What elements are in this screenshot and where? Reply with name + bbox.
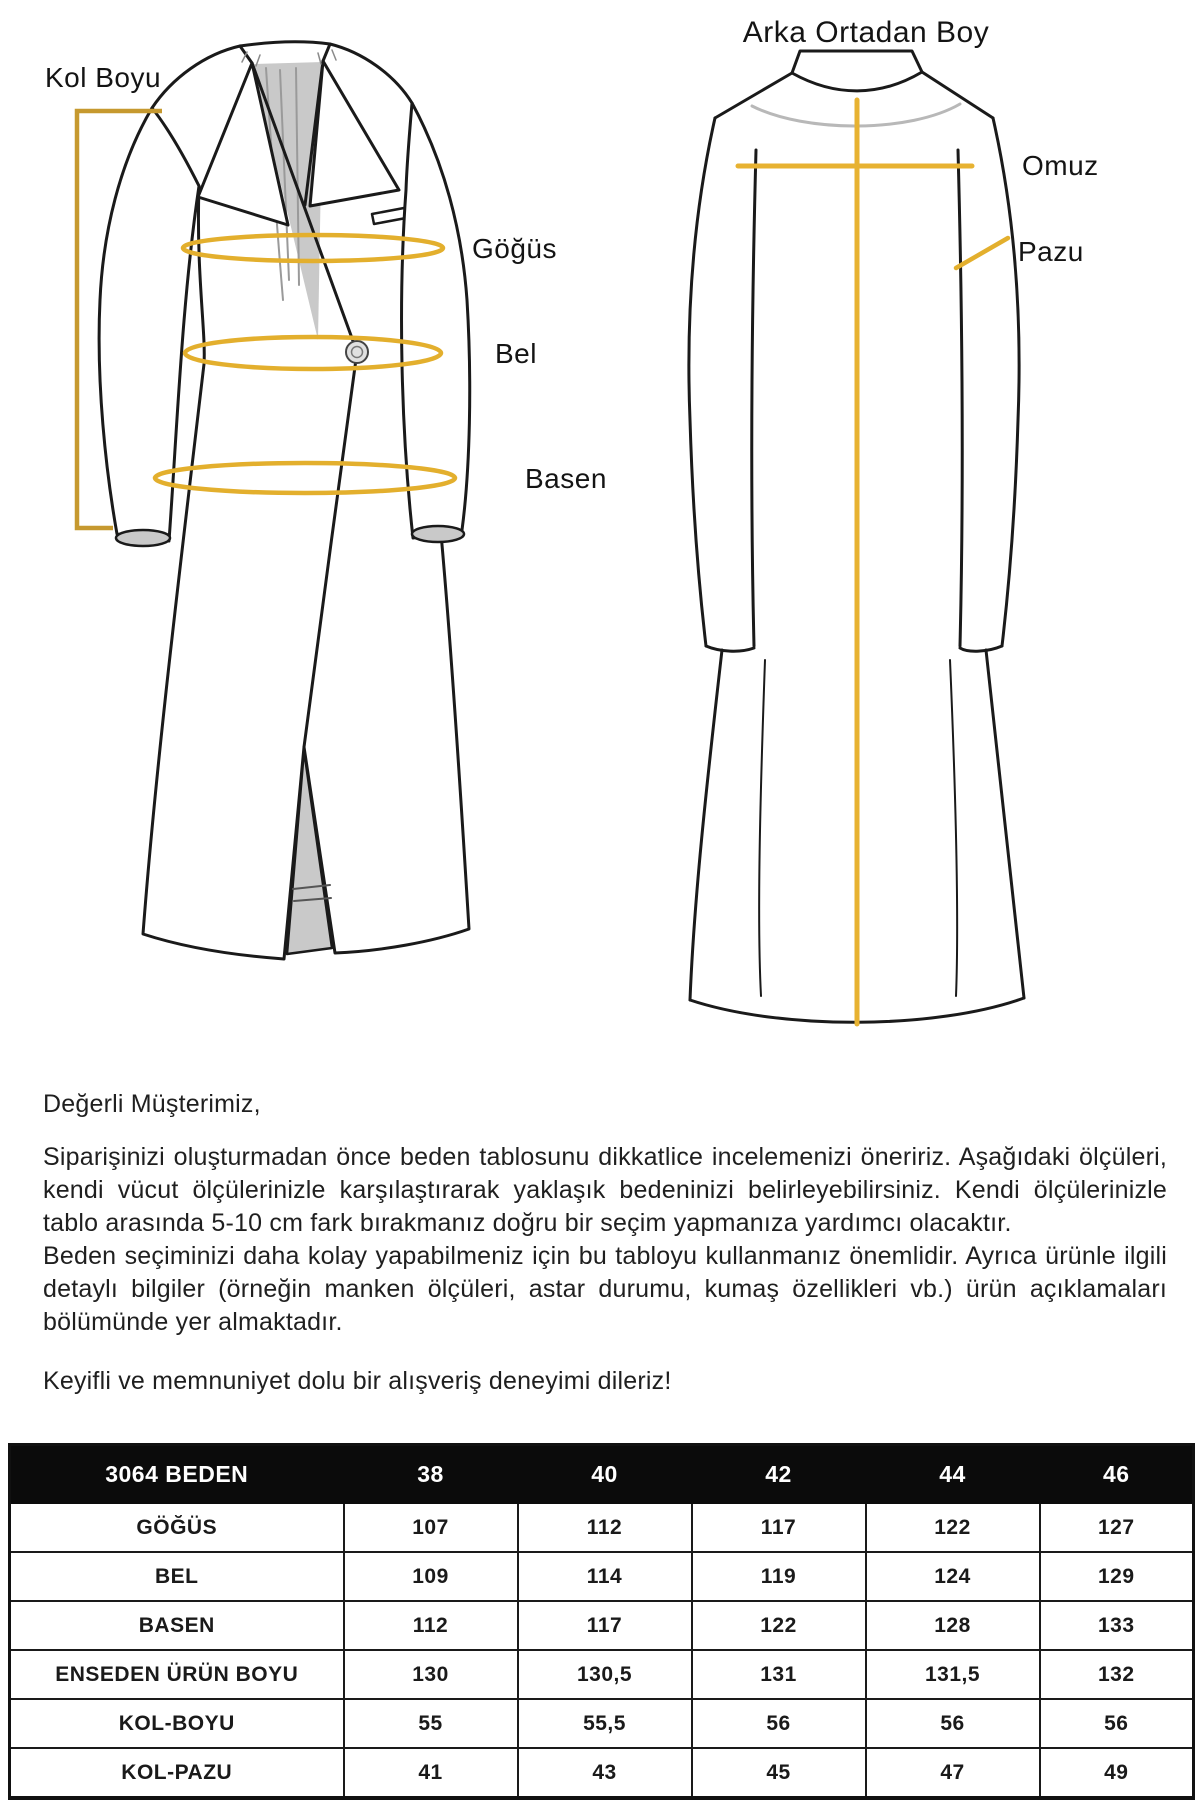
measure-value-cell: 45 bbox=[692, 1748, 866, 1798]
measure-label-cell: ENSEDEN ÜRÜN BOYU bbox=[10, 1650, 344, 1699]
measure-value-cell: 117 bbox=[518, 1601, 692, 1650]
table-row bbox=[10, 1748, 1194, 1798]
measure-value-cell: 129 bbox=[1040, 1552, 1194, 1601]
measure-label-cell: GÖĞÜS bbox=[10, 1503, 344, 1552]
size-table-header bbox=[10, 1445, 1194, 1504]
front-coat-illustration bbox=[99, 42, 470, 959]
table-row bbox=[10, 1503, 1194, 1552]
measure-value-cell: 56 bbox=[692, 1699, 866, 1748]
size-table bbox=[8, 1443, 1195, 1800]
info-paragraph-2: Beden seçiminizi daha kolay yapabilmeniz için bu tabloyu kullanmanız önemlidir. Ayrıca ürünle ilgili detaylı bilgiler (örneğin manken ölçüleri, astar durumu, kumaş özellikleri vb.) ürün açıklamaları bölümünde yer almaktadır. bbox=[43, 1242, 1167, 1336]
label-back-center-length: Arka Ortadan Boy bbox=[742, 16, 990, 49]
size-header-cell: 38 bbox=[344, 1445, 518, 1504]
front-button bbox=[346, 341, 368, 363]
measure-value-cell: 124 bbox=[866, 1552, 1040, 1601]
measure-value-cell: 119 bbox=[692, 1552, 866, 1601]
label-sleeve-length: Kol Boyu bbox=[45, 62, 162, 93]
size-table-body bbox=[10, 1503, 1194, 1798]
customer-info-text bbox=[43, 1088, 1167, 1398]
measure-value-cell: 47 bbox=[866, 1748, 1040, 1798]
measure-value-cell: 114 bbox=[518, 1552, 692, 1601]
table-row bbox=[10, 1601, 1194, 1650]
measure-value-cell: 112 bbox=[344, 1601, 518, 1650]
measure-label-cell: KOL-PAZU bbox=[10, 1748, 344, 1798]
measure-value-cell: 122 bbox=[866, 1503, 1040, 1552]
label-hip: Basen bbox=[525, 463, 607, 494]
measure-value-cell: 56 bbox=[866, 1699, 1040, 1748]
measure-value-cell: 55,5 bbox=[518, 1699, 692, 1748]
size-table-title-cell: 3064 BEDEN bbox=[10, 1445, 344, 1504]
measure-value-cell: 131 bbox=[692, 1650, 866, 1699]
greeting-text: Değerli Müşterimiz, bbox=[43, 1090, 261, 1118]
measure-label-cell: BASEN bbox=[10, 1601, 344, 1650]
measure-value-cell: 131,5 bbox=[866, 1650, 1040, 1699]
info-paragraph-1: Siparişinizi oluşturmadan önce beden tablosunu dikkatlice incelemenizi öneririz. Aşağıdaki ölçüleri, kendi vücut ölçülerinizle karşılaştırarak yaklaşık bedeninizi belirleyebilirsiniz. Kendi ölçülerinizle tablo arasında 5-10 cm fark bırakmanız doğru bir seçim yapmanıza yardımcı olacaktır. bbox=[43, 1143, 1167, 1237]
label-waist: Bel bbox=[495, 338, 537, 369]
measure-value-cell: 127 bbox=[1040, 1503, 1194, 1552]
label-bicep: Pazu bbox=[1018, 236, 1084, 267]
measure-value-cell: 128 bbox=[866, 1601, 1040, 1650]
table-row bbox=[10, 1699, 1194, 1748]
front-right-cuff bbox=[412, 526, 464, 542]
size-header-cell: 40 bbox=[518, 1445, 692, 1504]
table-row bbox=[10, 1552, 1194, 1601]
label-chest: Göğüs bbox=[472, 233, 557, 264]
measure-value-cell: 55 bbox=[344, 1699, 518, 1748]
measure-value-cell: 56 bbox=[1040, 1699, 1194, 1748]
back-coat-illustration bbox=[687, 50, 1026, 1025]
measure-value-cell: 107 bbox=[344, 1503, 518, 1552]
measure-value-cell: 112 bbox=[518, 1503, 692, 1552]
measure-value-cell: 133 bbox=[1040, 1601, 1194, 1650]
table-row bbox=[10, 1650, 1194, 1699]
measure-value-cell: 41 bbox=[344, 1748, 518, 1798]
measure-value-cell: 132 bbox=[1040, 1650, 1194, 1699]
measure-value-cell: 130,5 bbox=[518, 1650, 692, 1699]
measure-label-cell: KOL-BOYU bbox=[10, 1699, 344, 1748]
measure-value-cell: 122 bbox=[692, 1601, 866, 1650]
size-header-cell: 44 bbox=[866, 1445, 1040, 1504]
measure-value-cell: 130 bbox=[344, 1650, 518, 1699]
label-shoulder: Omuz bbox=[1022, 150, 1099, 181]
measure-value-cell: 109 bbox=[344, 1552, 518, 1601]
size-header-cell: 46 bbox=[1040, 1445, 1194, 1504]
measure-value-cell: 43 bbox=[518, 1748, 692, 1798]
measure-value-cell: 117 bbox=[692, 1503, 866, 1552]
closing-text: Keyifli ve memnuniyet dolu bir alışveriş deneyimi dileriz! bbox=[43, 1367, 672, 1395]
front-left-cuff bbox=[116, 530, 170, 546]
measure-label-cell: BEL bbox=[10, 1552, 344, 1601]
measure-value-cell: 49 bbox=[1040, 1748, 1194, 1798]
size-table-header-row bbox=[10, 1445, 1194, 1504]
size-header-cell: 42 bbox=[692, 1445, 866, 1504]
